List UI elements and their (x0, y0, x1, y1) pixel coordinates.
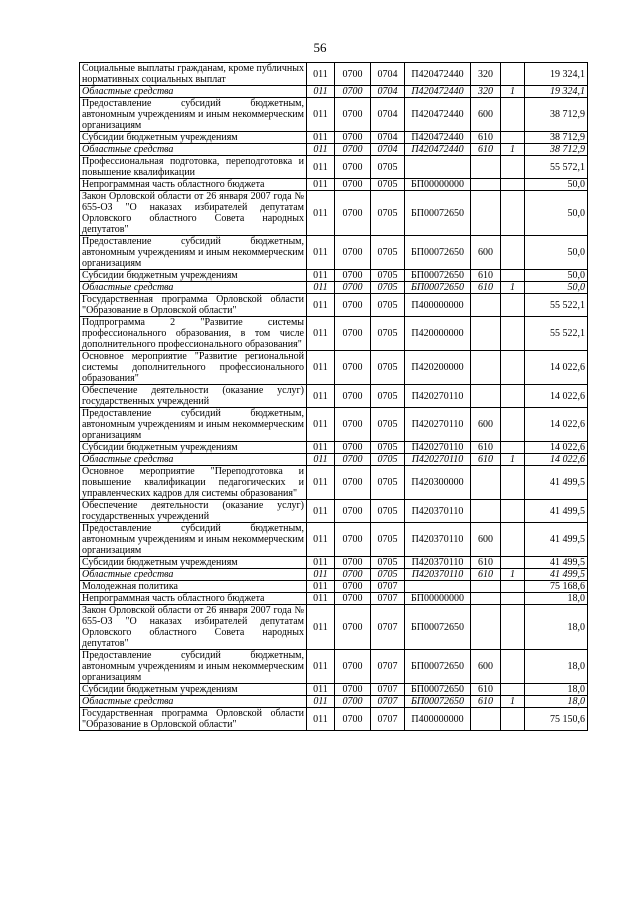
funding-source-cell (501, 605, 525, 650)
section-code-cell: 0700 (335, 593, 371, 605)
row-name-cell: Предоставление субсидий бюджетным, автономным учреждениям и иным некоммерческим организациям (80, 98, 307, 132)
grbs-code-cell: 011 (307, 282, 335, 294)
amount-cell: 18,0 (525, 696, 588, 708)
funding-source-cell (501, 408, 525, 442)
funding-source-cell (501, 270, 525, 282)
expense-type-cell (471, 605, 501, 650)
section-code-cell: 0700 (335, 86, 371, 98)
section-code-cell: 0700 (335, 191, 371, 236)
section-code-cell: 0700 (335, 236, 371, 270)
expense-type-cell (471, 500, 501, 523)
expense-type-cell (471, 351, 501, 385)
funding-source-cell (501, 236, 525, 270)
funding-source-cell: 1 (501, 569, 525, 581)
target-article-cell: П420370110 (405, 500, 471, 523)
section-code-cell: 0700 (335, 317, 371, 351)
amount-cell: 14 022,6 (525, 408, 588, 442)
funding-source-cell (501, 581, 525, 593)
subsection-code-cell: 0705 (371, 236, 405, 270)
funding-source-cell (501, 132, 525, 144)
subsection-code-cell: 0705 (371, 294, 405, 317)
grbs-code-cell: 011 (307, 500, 335, 523)
row-name-cell: Обеспечение деятельности (оказание услуг) государственных учреждений (80, 385, 307, 408)
target-article-cell: П420472440 (405, 132, 471, 144)
grbs-code-cell: 011 (307, 236, 335, 270)
grbs-code-cell: 011 (307, 351, 335, 385)
section-code-cell: 0700 (335, 351, 371, 385)
grbs-code-cell: 011 (307, 442, 335, 454)
row-name-cell: Субсидии бюджетным учреждениям (80, 270, 307, 282)
amount-cell: 38 712,9 (525, 98, 588, 132)
amount-cell: 50,0 (525, 236, 588, 270)
section-code-cell: 0700 (335, 650, 371, 684)
section-code-cell: 0700 (335, 156, 371, 179)
funding-source-cell (501, 351, 525, 385)
funding-source-cell (501, 191, 525, 236)
target-article-cell: БП00072650 (405, 605, 471, 650)
target-article-cell: П420300000 (405, 466, 471, 500)
table-row (80, 385, 588, 408)
subsection-code-cell: 0705 (371, 442, 405, 454)
funding-source-cell (501, 500, 525, 523)
target-article-cell: БП00072650 (405, 684, 471, 696)
row-name-cell: Основное мероприятие "Развитие региональной системы дополнительного профессионального образования" (80, 351, 307, 385)
section-code-cell: 0700 (335, 442, 371, 454)
expense-type-cell (471, 294, 501, 317)
expense-type-cell: 610 (471, 684, 501, 696)
row-name-cell: Профессиональная подготовка, переподготовка и повышение квалификации (80, 156, 307, 179)
amount-cell: 41 499,5 (525, 557, 588, 569)
row-name-cell: Областные средства (80, 144, 307, 156)
grbs-code-cell: 011 (307, 63, 335, 86)
grbs-code-cell: 011 (307, 650, 335, 684)
funding-source-cell (501, 466, 525, 500)
target-article-cell: БП00072650 (405, 270, 471, 282)
row-name-cell: Предоставление субсидий бюджетным, автономным учреждениям и иным некоммерческим организациям (80, 236, 307, 270)
section-code-cell: 0700 (335, 144, 371, 156)
section-code-cell: 0700 (335, 466, 371, 500)
row-name-cell: Областные средства (80, 696, 307, 708)
grbs-code-cell: 011 (307, 605, 335, 650)
funding-source-cell (501, 442, 525, 454)
expense-type-cell (471, 317, 501, 351)
budget-table (79, 62, 588, 731)
expense-type-cell (471, 385, 501, 408)
funding-source-cell: 1 (501, 696, 525, 708)
section-code-cell: 0700 (335, 500, 371, 523)
grbs-code-cell: 011 (307, 684, 335, 696)
expense-type-cell: 610 (471, 282, 501, 294)
row-name-cell: Областные средства (80, 569, 307, 581)
row-name-cell: Субсидии бюджетным учреждениям (80, 442, 307, 454)
target-article-cell: П420472440 (405, 86, 471, 98)
row-name-cell: Субсидии бюджетным учреждениям (80, 557, 307, 569)
subsection-code-cell: 0705 (371, 408, 405, 442)
funding-source-cell: 1 (501, 144, 525, 156)
expense-type-cell: 610 (471, 557, 501, 569)
table-row (80, 132, 588, 144)
grbs-code-cell: 011 (307, 523, 335, 557)
target-article-cell: П420270110 (405, 408, 471, 442)
subsection-code-cell: 0704 (371, 132, 405, 144)
expense-type-cell: 610 (471, 569, 501, 581)
subsection-code-cell: 0707 (371, 708, 405, 731)
target-article-cell: П420270110 (405, 385, 471, 408)
funding-source-cell (501, 385, 525, 408)
subsection-code-cell: 0705 (371, 191, 405, 236)
expense-type-cell (471, 466, 501, 500)
subsection-code-cell: 0705 (371, 317, 405, 351)
expense-type-cell: 610 (471, 442, 501, 454)
grbs-code-cell: 011 (307, 696, 335, 708)
expense-type-cell (471, 179, 501, 191)
expense-type-cell (471, 708, 501, 731)
funding-source-cell (501, 593, 525, 605)
table-row (80, 500, 588, 523)
table-row (80, 466, 588, 500)
table-row (80, 98, 588, 132)
expense-type-cell: 600 (471, 408, 501, 442)
grbs-code-cell: 011 (307, 466, 335, 500)
amount-cell: 50,0 (525, 282, 588, 294)
expense-type-cell (471, 581, 501, 593)
amount-cell: 18,0 (525, 605, 588, 650)
target-article-cell: П400000000 (405, 294, 471, 317)
funding-source-cell (501, 179, 525, 191)
subsection-code-cell: 0705 (371, 523, 405, 557)
amount-cell: 41 499,5 (525, 500, 588, 523)
expense-type-cell (471, 593, 501, 605)
table-row (80, 569, 588, 581)
section-code-cell: 0700 (335, 696, 371, 708)
target-article-cell: П420270110 (405, 442, 471, 454)
table-row (80, 270, 588, 282)
table-row (80, 605, 588, 650)
target-article-cell: П420472440 (405, 98, 471, 132)
target-article-cell: П420472440 (405, 144, 471, 156)
row-name-cell: Государственная программа Орловской области "Образование в Орловской области" (80, 294, 307, 317)
funding-source-cell (501, 63, 525, 86)
grbs-code-cell: 011 (307, 581, 335, 593)
page-number: 56 (313, 40, 327, 55)
grbs-code-cell: 011 (307, 708, 335, 731)
table-row (80, 523, 588, 557)
amount-cell: 14 022,6 (525, 442, 588, 454)
section-code-cell: 0700 (335, 557, 371, 569)
subsection-code-cell: 0705 (371, 282, 405, 294)
target-article-cell: БП00072650 (405, 650, 471, 684)
subsection-code-cell: 0705 (371, 569, 405, 581)
subsection-code-cell: 0704 (371, 144, 405, 156)
funding-source-cell (501, 98, 525, 132)
amount-cell: 38 712,9 (525, 144, 588, 156)
row-name-cell: Областные средства (80, 282, 307, 294)
section-code-cell: 0700 (335, 523, 371, 557)
amount-cell: 50,0 (525, 270, 588, 282)
expense-type-cell: 600 (471, 523, 501, 557)
budget-table-body (80, 63, 588, 731)
grbs-code-cell: 011 (307, 569, 335, 581)
section-code-cell: 0700 (335, 708, 371, 731)
table-row (80, 191, 588, 236)
amount-cell: 50,0 (525, 179, 588, 191)
section-code-cell: 0700 (335, 605, 371, 650)
amount-cell: 41 499,5 (525, 523, 588, 557)
table-row (80, 557, 588, 569)
table-row (80, 684, 588, 696)
row-name-cell: Социальные выплаты гражданам, кроме публичных нормативных социальных выплат (80, 63, 307, 86)
target-article-cell: П420270110 (405, 454, 471, 466)
row-name-cell: Непрограммная часть областного бюджета (80, 593, 307, 605)
table-row (80, 144, 588, 156)
expense-type-cell: 610 (471, 454, 501, 466)
grbs-code-cell: 011 (307, 557, 335, 569)
row-name-cell: Субсидии бюджетным учреждениям (80, 684, 307, 696)
target-article-cell: БП00072650 (405, 282, 471, 294)
row-name-cell: Основное мероприятие "Переподготовка и повышение квалификации педагогических и управленческих кадров для системы образования" (80, 466, 307, 500)
section-code-cell: 0700 (335, 294, 371, 317)
grbs-code-cell: 011 (307, 86, 335, 98)
target-article-cell: П420000000 (405, 317, 471, 351)
subsection-code-cell: 0707 (371, 605, 405, 650)
subsection-code-cell: 0704 (371, 86, 405, 98)
amount-cell: 14 022,6 (525, 454, 588, 466)
table-row (80, 236, 588, 270)
subsection-code-cell: 0705 (371, 385, 405, 408)
grbs-code-cell: 011 (307, 98, 335, 132)
grbs-code-cell: 011 (307, 132, 335, 144)
grbs-code-cell: 011 (307, 179, 335, 191)
expense-type-cell (471, 156, 501, 179)
table-row (80, 593, 588, 605)
target-article-cell: БП00072650 (405, 191, 471, 236)
target-article-cell (405, 581, 471, 593)
target-article-cell: П420370110 (405, 523, 471, 557)
target-article-cell: БП00072650 (405, 696, 471, 708)
table-row (80, 442, 588, 454)
funding-source-cell: 1 (501, 86, 525, 98)
section-code-cell: 0700 (335, 98, 371, 132)
expense-type-cell: 610 (471, 144, 501, 156)
section-code-cell: 0700 (335, 63, 371, 86)
funding-source-cell (501, 294, 525, 317)
table-row (80, 454, 588, 466)
grbs-code-cell: 011 (307, 294, 335, 317)
funding-source-cell (501, 708, 525, 731)
row-name-cell: Государственная программа Орловской области "Образование в Орловской области" (80, 708, 307, 731)
subsection-code-cell: 0705 (371, 270, 405, 282)
expense-type-cell: 600 (471, 236, 501, 270)
expense-type-cell: 610 (471, 132, 501, 144)
amount-cell: 55 522,1 (525, 317, 588, 351)
section-code-cell: 0700 (335, 454, 371, 466)
subsection-code-cell: 0707 (371, 684, 405, 696)
table-row (80, 63, 588, 86)
table-row (80, 179, 588, 191)
row-name-cell: Непрограммная часть областного бюджета (80, 179, 307, 191)
amount-cell: 14 022,6 (525, 351, 588, 385)
row-name-cell: Предоставление субсидий бюджетным, автономным учреждениям и иным некоммерческим организациям (80, 408, 307, 442)
subsection-code-cell: 0705 (371, 557, 405, 569)
expense-type-cell: 600 (471, 650, 501, 684)
grbs-code-cell: 011 (307, 454, 335, 466)
row-name-cell: Субсидии бюджетным учреждениям (80, 132, 307, 144)
table-row (80, 650, 588, 684)
amount-cell: 38 712,9 (525, 132, 588, 144)
subsection-code-cell: 0705 (371, 454, 405, 466)
amount-cell: 75 150,6 (525, 708, 588, 731)
row-name-cell: Молодежная политика (80, 581, 307, 593)
target-article-cell: П420472440 (405, 63, 471, 86)
section-code-cell: 0700 (335, 408, 371, 442)
amount-cell: 14 022,6 (525, 385, 588, 408)
row-name-cell: Обеспечение деятельности (оказание услуг) государственных учреждений (80, 500, 307, 523)
expense-type-cell (471, 191, 501, 236)
expense-type-cell: 610 (471, 696, 501, 708)
expense-type-cell: 320 (471, 63, 501, 86)
grbs-code-cell: 011 (307, 191, 335, 236)
target-article-cell: П420200000 (405, 351, 471, 385)
subsection-code-cell: 0707 (371, 593, 405, 605)
section-code-cell: 0700 (335, 385, 371, 408)
subsection-code-cell: 0705 (371, 156, 405, 179)
subsection-code-cell: 0705 (371, 466, 405, 500)
expense-type-cell: 610 (471, 270, 501, 282)
target-article-cell: БП00000000 (405, 593, 471, 605)
table-row (80, 696, 588, 708)
funding-source-cell (501, 317, 525, 351)
amount-cell: 18,0 (525, 684, 588, 696)
amount-cell: 41 499,5 (525, 569, 588, 581)
section-code-cell: 0700 (335, 282, 371, 294)
table-row (80, 581, 588, 593)
funding-source-cell: 1 (501, 454, 525, 466)
amount-cell: 50,0 (525, 191, 588, 236)
subsection-code-cell: 0704 (371, 98, 405, 132)
funding-source-cell (501, 156, 525, 179)
funding-source-cell (501, 557, 525, 569)
row-name-cell: Областные средства (80, 86, 307, 98)
amount-cell: 18,0 (525, 593, 588, 605)
section-code-cell: 0700 (335, 179, 371, 191)
grbs-code-cell: 011 (307, 317, 335, 351)
funding-source-cell (501, 684, 525, 696)
row-name-cell: Предоставление субсидий бюджетным, автономным учреждениям и иным некоммерческим организациям (80, 650, 307, 684)
amount-cell: 55 522,1 (525, 294, 588, 317)
funding-source-cell (501, 650, 525, 684)
section-code-cell: 0700 (335, 684, 371, 696)
target-article-cell: П400000000 (405, 708, 471, 731)
row-name-cell: Закон Орловской области от 26 января 2007 года № 655-ОЗ "О наказах избирателей депутатам Орловского областного Совета народных депутатов" (80, 191, 307, 236)
amount-cell: 19 324,1 (525, 86, 588, 98)
target-article-cell (405, 156, 471, 179)
target-article-cell: П420370110 (405, 557, 471, 569)
table-row (80, 317, 588, 351)
amount-cell: 18,0 (525, 650, 588, 684)
table-row (80, 86, 588, 98)
row-name-cell: Областные средства (80, 454, 307, 466)
funding-source-cell: 1 (501, 282, 525, 294)
grbs-code-cell: 011 (307, 144, 335, 156)
table-row (80, 294, 588, 317)
expense-type-cell: 320 (471, 86, 501, 98)
subsection-code-cell: 0707 (371, 581, 405, 593)
funding-source-cell (501, 523, 525, 557)
section-code-cell: 0700 (335, 132, 371, 144)
subsection-code-cell: 0707 (371, 650, 405, 684)
target-article-cell: БП00000000 (405, 179, 471, 191)
subsection-code-cell: 0704 (371, 63, 405, 86)
grbs-code-cell: 011 (307, 270, 335, 282)
subsection-code-cell: 0705 (371, 179, 405, 191)
section-code-cell: 0700 (335, 581, 371, 593)
section-code-cell: 0700 (335, 569, 371, 581)
target-article-cell: П420370110 (405, 569, 471, 581)
amount-cell: 55 572,1 (525, 156, 588, 179)
amount-cell: 19 324,1 (525, 63, 588, 86)
section-code-cell: 0700 (335, 270, 371, 282)
grbs-code-cell: 011 (307, 593, 335, 605)
table-row (80, 351, 588, 385)
subsection-code-cell: 0705 (371, 500, 405, 523)
table-row (80, 408, 588, 442)
row-name-cell: Предоставление субсидий бюджетным, автономным учреждениям и иным некоммерческим организациям (80, 523, 307, 557)
amount-cell: 75 168,6 (525, 581, 588, 593)
subsection-code-cell: 0707 (371, 696, 405, 708)
row-name-cell: Подпрограмма 2 "Развитие системы профессионального образования, в том числе дополнительного профессионального образования" (80, 317, 307, 351)
expense-type-cell: 600 (471, 98, 501, 132)
target-article-cell: БП00072650 (405, 236, 471, 270)
grbs-code-cell: 011 (307, 156, 335, 179)
row-name-cell: Закон Орловской области от 26 января 2007 года № 655-ОЗ "О наказах избирателей депутатам Орловского областного Совета народных депутатов" (80, 605, 307, 650)
table-row (80, 156, 588, 179)
table-row (80, 282, 588, 294)
grbs-code-cell: 011 (307, 408, 335, 442)
subsection-code-cell: 0705 (371, 351, 405, 385)
grbs-code-cell: 011 (307, 385, 335, 408)
table-row (80, 708, 588, 731)
amount-cell: 41 499,5 (525, 466, 588, 500)
